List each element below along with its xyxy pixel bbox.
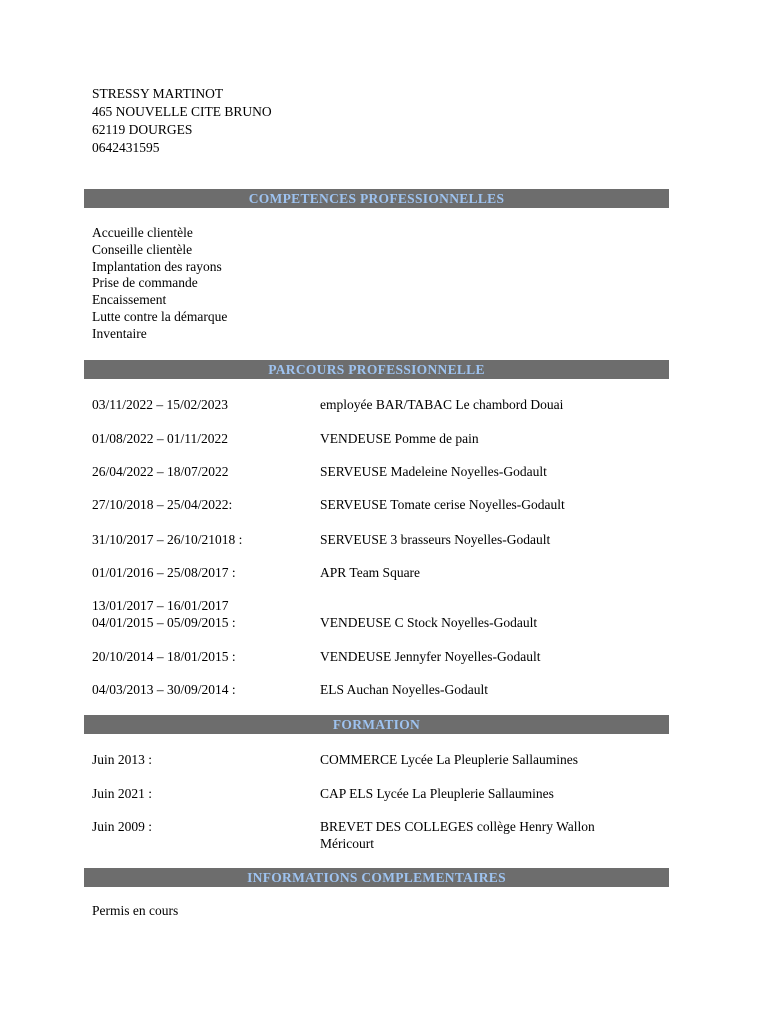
education-title-continued: Méricourt [320,836,374,851]
career-title: VENDEUSE C Stock Noyelles-Godault [320,615,538,630]
career-dates: 04/03/2013 – 30/09/2014 : [92,682,236,697]
career-dates: 27/10/2018 – 25/04/2022: [92,497,233,512]
career-title: VENDEUSE Jennyfer Noyelles-Godault [320,649,541,664]
education-date: Juin 2009 : [92,819,153,834]
section-header-career: PARCOURS PROFESSIONNELLE [84,360,669,379]
career-dates: 01/08/2022 – 01/11/2022 [92,431,229,446]
contact-block [92,85,272,157]
list-item: Conseille clientèle [92,241,193,257]
contact-phone: 0642431595 [92,140,160,155]
education-title: BREVET DES COLLEGES collège Henry Wallon [320,819,595,834]
career-title: APR Team Square [320,565,421,580]
career-title: ELS Auchan Noyelles-Godault [320,682,488,697]
skills-list [92,225,227,343]
contact-name: STRESSY MARTINOT [92,86,224,101]
career-dates: 20/10/2014 – 18/01/2015 : [92,649,236,664]
career-dates: 26/04/2022 – 18/07/2022 [92,464,229,479]
education-date: Juin 2013 : [92,752,153,767]
section-header-education: FORMATION [84,715,669,734]
career-title: SERVEUSE 3 brasseurs Noyelles-Godault [320,532,551,547]
career-dates: 13/01/2017 – 16/01/2017 [92,598,229,613]
list-item: Inventaire [92,325,147,341]
education-title: CAP ELS Lycée La Pleuplerie Sallaumines [320,786,554,801]
section-header-extra: INFORMATIONS COMPLEMENTAIRES [84,868,669,887]
career-title: SERVEUSE Tomate cerise Noyelles-Godault [320,497,565,512]
extra-info: Permis en cours [92,903,179,918]
list-item: Implantation des rayons [92,258,222,274]
section-header-skills: COMPETENCES PROFESSIONNELLES [84,189,669,208]
education-date: Juin 2021 : [92,786,153,801]
list-item: Lutte contre la démarque [92,308,228,324]
education-title: COMMERCE Lycée La Pleuplerie Sallaumines [320,752,578,767]
list-item: Prise de commande [92,275,198,291]
career-title: employée BAR/TABAC Le chambord Douai [320,397,564,412]
career-dates: 01/01/2016 – 25/08/2017 : [92,565,236,580]
contact-city: 62119 DOURGES [92,122,193,137]
list-item: Accueille clientèle [92,225,193,240]
career-dates: 04/01/2015 – 05/09/2015 : [92,615,236,630]
contact-address: 465 NOUVELLE CITE BRUNO [92,104,272,119]
career-dates: 31/10/2017 – 26/10/21018 : [92,532,243,547]
list-item: Encaissement [92,292,167,308]
career-title: SERVEUSE Madeleine Noyelles-Godault [320,464,547,479]
career-title: VENDEUSE Pomme de pain [320,431,479,446]
career-dates: 03/11/2022 – 15/02/2023 [92,397,229,412]
